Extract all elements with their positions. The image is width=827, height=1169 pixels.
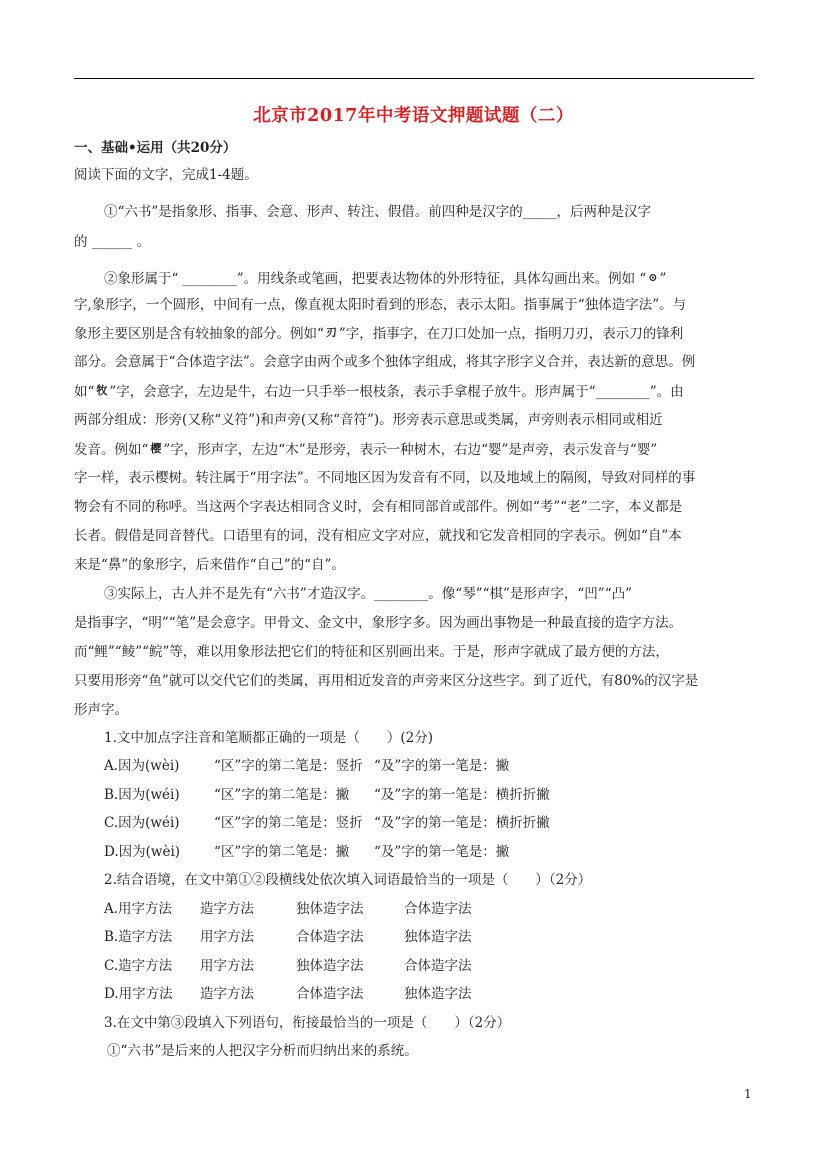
instruction: 阅读下面的文字，完成1-4题。 — [74, 167, 258, 183]
question-2-option: C.造字方法 用字方法 独体造字法 合体造字法 — [104, 958, 472, 974]
page-title: 北京市2017年中考语文押题试题（二） — [253, 106, 574, 126]
paragraph-2-line: 部分。会意属于“合体造字法”。会意字由两个或多个独体字组成，将其字形字义合并，表达新的意思。例 — [74, 354, 696, 370]
paragraph-2-line: 象形主要区别是含有较抽象的部分。例如“ 刃 ”字，指事字，在刀口处加一点，指明刀刃，表示刀的锋利 — [74, 323, 683, 344]
question-1-option: C.因为(wéi) “区”字的第二笔是：竖折 “及”字的第一笔是：横折折撇 — [104, 815, 550, 831]
paragraph-1-line: 的 ______ 。 — [74, 234, 151, 250]
question-3-sentence: ①“六书”是后来的人把汉字分析而归纳出来的系统。 — [107, 1043, 418, 1059]
question-2-option: A.用字方法 造字方法 独体造字法 合体造字法 — [104, 901, 472, 917]
page-number: 1 — [744, 1087, 752, 1101]
paragraph-2-line: 字一样，表示樱树。转注属于“用字法”。不同地区因为发音有不同，以及地域上的隔阂，导致对同样的事 — [74, 470, 696, 486]
question-1-option: A.因为(wèi) “区”字的第二笔是：竖折 “及”字的第一笔是：撇 — [104, 758, 510, 774]
question-2-option: D.用字方法 造字方法 合体造字法 独体造字法 — [104, 986, 472, 1002]
paragraph-2-line: ②象形属于“ ________”。用线条或笔画，把要表达物体的外形特征，具体勾画出来。例如 “ ⊙ ” — [104, 268, 666, 289]
paragraph-3-line: 是指事字，“明”“笔”是会意字。甲骨文、金文中，象形字多。因为画出事物是一种最直接的造字方法。 — [74, 615, 683, 631]
question-2-option: B.造字方法 用字方法 合体造字法 独体造字法 — [104, 929, 472, 945]
header-rule — [74, 78, 754, 79]
paragraph-2-line: 字,象形字，一个圆形，中间有一点，像直视太阳时看到的形态，表示太阳。指事属于“独体造字法”。与 — [74, 297, 687, 313]
paragraph-3-line: ③实际上，古人并不是先有“六书”才造汉字。________。像“琴”“棋”是形声字，“凹”“凸” — [104, 586, 633, 602]
cherry-glyph-icon: 樱 — [150, 442, 162, 455]
question-1-option: B.因为(wéi) “区”字的第二笔是：撇 “及”字的第一笔是：横折折撇 — [104, 787, 550, 803]
paragraph-2-line: 如“ 牧 ”字，会意字，左边是牛，右边一只手举一根枝条，表示手拿棍子放牛。形声属于“________”。由 — [74, 381, 684, 402]
section-heading: 一、基础•运用（共20分） — [74, 140, 237, 156]
paragraph-2-line: 长者。假借是同音替代。口语里有的词，没有相应文字对应，就找和它发音相同的字表示。例如“自”本 — [74, 528, 682, 544]
sun-glyph-icon: ⊙ — [648, 271, 658, 284]
blade-glyph-icon: 刃 — [325, 326, 337, 339]
paragraph-3-line: 而“鲤”“鲮”“鲩”等，难以用象形法把它们的特征和区别画出来。于是，形声字就成了最方便的方法， — [74, 644, 669, 660]
paragraph-1-line: ①“六书”是指象形、指事、会意、形声、转注、假借。前四种是汉字的_____，后两种是汉字 — [104, 204, 652, 220]
question-2: 2.结合语境，在文中第①②段横线处依次填入词语最恰当的一项是（ ）（2分） — [104, 872, 592, 888]
question-3: 3.在文中第③段填入下列语句，衔接最恰当的一项是（ ）（2分） — [104, 1015, 511, 1031]
herd-glyph-icon: 牧 — [96, 384, 108, 397]
paragraph-2-line: 发音。例如“ 樱 ”字，形声字，左边“木”是形旁，表示一种树木，右边“婴”是声旁，表示发音与“婴” — [74, 439, 657, 460]
question-1-option: D.因为(wèi) “区”字的第二笔是：撇 “及”字的第一笔是：撇 — [104, 844, 510, 860]
paragraph-3-line: 只要用形旁“鱼”就可以交代它们的类属，再用相近发音的声旁来区分这些字。到了近代，有80%的汉字是 — [74, 673, 699, 689]
paragraph-2-line: 物会有不同的称呼。当这两个字表达相同含义时，会有相同部首或部件。例如“考”“老”二字，本义都是 — [74, 499, 683, 515]
question-1: 1.文中加点字注音和笔顺都正确的一项是（ ）(2分) — [104, 730, 434, 746]
paragraph-2-line: 来是“鼻”的象形字，后来借作“自己”的“自”。 — [74, 557, 345, 573]
paragraph-2-line: 两部分组成：形旁(又称“义符”)和声旁(又称“音符”)。形旁表示意思或类属，声旁则表示相同或相近 — [74, 412, 663, 428]
paragraph-3-line: 形声字。 — [74, 702, 128, 718]
